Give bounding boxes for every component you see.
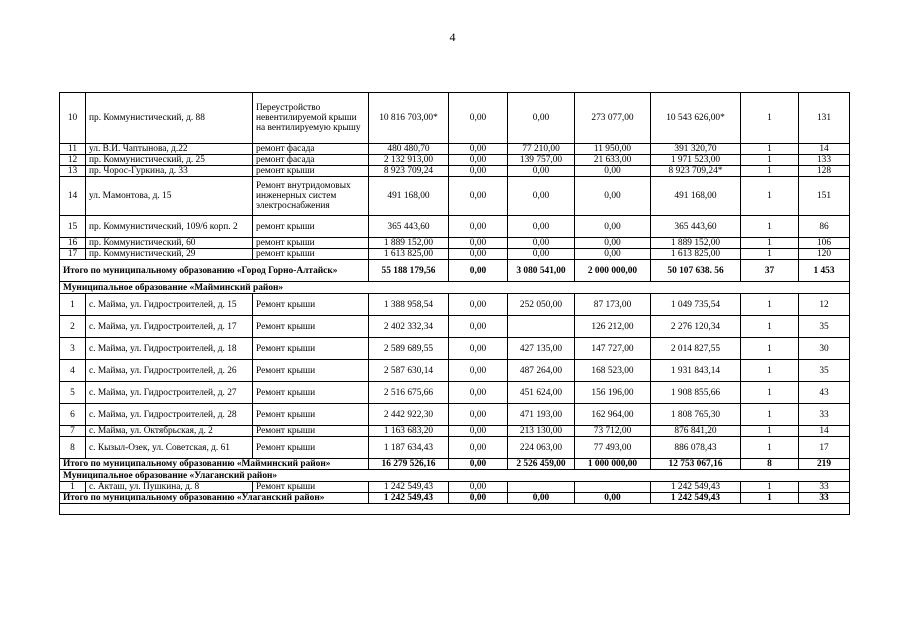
total-cost-cell: 2 516 675,66 — [369, 382, 449, 404]
table-row — [60, 155, 850, 166]
owners-funds-cell: 1 049 735,54 — [651, 294, 741, 316]
row-number-cell: 7 — [60, 426, 86, 437]
row-number-cell: 13 — [60, 166, 86, 177]
regional-funds-cell: 0,00 — [508, 166, 575, 177]
total-cost-cell: 2 132 913,00 — [369, 155, 449, 166]
table-row — [60, 316, 850, 338]
house-count-cell: 1 — [741, 426, 799, 437]
section-heading-cell: Муниципальное образование «Майминский район» — [60, 282, 850, 294]
table-row — [60, 482, 850, 493]
owners-funds-cell: 50 107 638. 56 — [651, 260, 741, 282]
regional-funds-cell: 427 135,00 — [508, 338, 575, 360]
regional-funds-cell — [508, 482, 575, 493]
federal-funds-cell: 0,00 — [449, 238, 508, 249]
federal-funds-cell: 0,00 — [449, 316, 508, 338]
section-heading-cell: Муниципальное образование «Улаганский район» — [60, 470, 850, 482]
section-heading-row — [60, 282, 850, 294]
row-number-cell: 4 — [60, 360, 86, 382]
address-cell: ул. Мамонтова, д. 15 — [86, 177, 253, 216]
address-cell: с. Майма, ул. Гидростроителей, д. 17 — [86, 316, 253, 338]
total-cost-cell: 1 388 958,54 — [369, 294, 449, 316]
resident-count-cell: 33 — [799, 482, 850, 493]
regional-funds-cell: 487 264,00 — [508, 360, 575, 382]
work-type-cell: Ремонт крыши — [253, 426, 369, 437]
local-funds-cell: 156 196,00 — [575, 382, 651, 404]
federal-funds-cell: 0,00 — [449, 260, 508, 282]
row-number-cell: 12 — [60, 155, 86, 166]
total-cost-cell: 480 480,70 — [369, 144, 449, 155]
work-type-cell: Ремонт крыши — [253, 360, 369, 382]
total-cost-cell: 2 402 332,34 — [369, 316, 449, 338]
table-row — [60, 166, 850, 177]
owners-funds-cell: 1 808 765,30 — [651, 404, 741, 426]
federal-funds-cell: 0,00 — [449, 216, 508, 238]
table-row — [60, 360, 850, 382]
federal-funds-cell: 0,00 — [449, 177, 508, 216]
register-table — [59, 92, 850, 515]
resident-count-cell: 86 — [799, 216, 850, 238]
work-type-cell: ремонт фасада — [253, 155, 369, 166]
table-row — [60, 404, 850, 426]
owners-funds-cell: 1 613 825,00 — [651, 249, 741, 260]
resident-count-cell: 128 — [799, 166, 850, 177]
work-type-cell: Ремонт крыши — [253, 382, 369, 404]
house-count-cell: 37 — [741, 260, 799, 282]
resident-count-cell: 30 — [799, 338, 850, 360]
address-cell: ул. В.И. Чаптынова, д.22 — [86, 144, 253, 155]
table-row — [60, 238, 850, 249]
row-number-cell: 2 — [60, 316, 86, 338]
register-table-body — [60, 93, 850, 515]
table-row — [60, 144, 850, 155]
total-cost-cell: 2 587 630,14 — [369, 360, 449, 382]
local-funds-cell: 0,00 — [575, 216, 651, 238]
local-funds-cell: 0,00 — [575, 249, 651, 260]
regional-funds-cell: 224 063,00 — [508, 437, 575, 459]
total-cost-cell: 1 889 152,00 — [369, 238, 449, 249]
address-cell: с. Кызыл-Озек, ул. Советская, д. 61 — [86, 437, 253, 459]
owners-funds-cell: 12 753 067,16 — [651, 459, 741, 470]
federal-funds-cell: 0,00 — [449, 382, 508, 404]
work-type-cell: ремонт крыши — [253, 166, 369, 177]
federal-funds-cell: 0,00 — [449, 482, 508, 493]
work-type-cell: Ремонт крыши — [253, 294, 369, 316]
owners-funds-cell: 1 931 843,14 — [651, 360, 741, 382]
work-type-cell: ремонт крыши — [253, 249, 369, 260]
regional-funds-cell: 0,00 — [508, 216, 575, 238]
resident-count-cell: 151 — [799, 177, 850, 216]
local-funds-cell: 1 000 000,00 — [575, 459, 651, 470]
federal-funds-cell: 0,00 — [449, 426, 508, 437]
regional-funds-cell: 2 526 459,00 — [508, 459, 575, 470]
house-count-cell: 1 — [741, 155, 799, 166]
row-number-cell: 8 — [60, 437, 86, 459]
federal-funds-cell: 0,00 — [449, 404, 508, 426]
house-count-cell: 1 — [741, 404, 799, 426]
resident-count-cell: 43 — [799, 382, 850, 404]
total-cost-cell: 1 242 549,43 — [369, 493, 449, 504]
work-type-cell: Ремонт внутридомовых инженерных систем электроснабжения — [253, 177, 369, 216]
local-funds-cell: 73 712,00 — [575, 426, 651, 437]
total-cost-cell: 16 279 526,16 — [369, 459, 449, 470]
address-cell: с. Майма, ул. Гидростроителей, д. 15 — [86, 294, 253, 316]
resident-count-cell: 17 — [799, 437, 850, 459]
resident-count-cell: 120 — [799, 249, 850, 260]
table-row — [60, 437, 850, 459]
resident-count-cell: 14 — [799, 144, 850, 155]
local-funds-cell: 0,00 — [575, 177, 651, 216]
address-cell: с. Майма, ул. Гидростроителей, д. 27 — [86, 382, 253, 404]
house-count-cell: 1 — [741, 360, 799, 382]
work-type-cell: Ремонт крыши — [253, 404, 369, 426]
federal-funds-cell: 0,00 — [449, 459, 508, 470]
regional-funds-cell: 0,00 — [508, 493, 575, 504]
regional-funds-cell: 451 624,00 — [508, 382, 575, 404]
total-label-cell: Итого по муниципальному образованию «Майминский район» — [60, 459, 369, 470]
house-count-cell: 1 — [741, 177, 799, 216]
table-row — [60, 426, 850, 437]
resident-count-cell: 133 — [799, 155, 850, 166]
total-row — [60, 493, 850, 504]
total-cost-cell: 491 168,00 — [369, 177, 449, 216]
house-count-cell: 1 — [741, 144, 799, 155]
local-funds-cell: 273 077,00 — [575, 93, 651, 144]
federal-funds-cell: 0,00 — [449, 437, 508, 459]
local-funds-cell: 0,00 — [575, 493, 651, 504]
page-number: 4 — [449, 30, 456, 44]
row-number-cell: 1 — [60, 482, 86, 493]
regional-funds-cell: 252 050,00 — [508, 294, 575, 316]
total-row — [60, 459, 850, 470]
address-cell: с. Майма, ул. Гидростроителей, д. 26 — [86, 360, 253, 382]
owners-funds-cell: 1 242 549,43 — [651, 493, 741, 504]
federal-funds-cell: 0,00 — [449, 166, 508, 177]
house-count-cell: 1 — [741, 93, 799, 144]
work-type-cell: Ремонт крыши — [253, 482, 369, 493]
federal-funds-cell: 0,00 — [449, 249, 508, 260]
regional-funds-cell: 0,00 — [508, 238, 575, 249]
table-row — [60, 294, 850, 316]
table-row — [60, 93, 850, 144]
local-funds-cell — [575, 482, 651, 493]
resident-count-cell: 106 — [799, 238, 850, 249]
work-type-cell: ремонт крыши — [253, 216, 369, 238]
work-type-cell: Переустройство невентилируемой крыши на вентилируемую крышу — [253, 93, 369, 144]
row-number-cell: 11 — [60, 144, 86, 155]
row-number-cell: 6 — [60, 404, 86, 426]
regional-funds-cell: 3 080 541,00 — [508, 260, 575, 282]
resident-count-cell: 14 — [799, 426, 850, 437]
total-row — [60, 260, 850, 282]
total-label-cell: Итого по муниципальному образованию «Город Горно-Алтайск» — [60, 260, 369, 282]
regional-funds-cell — [508, 316, 575, 338]
work-type-cell: ремонт крыши — [253, 238, 369, 249]
address-cell: с. Майма, ул. Октябрьская, д. 2 — [86, 426, 253, 437]
owners-funds-cell: 365 443,60 — [651, 216, 741, 238]
resident-count-cell: 131 — [799, 93, 850, 144]
house-count-cell: 1 — [741, 437, 799, 459]
address-cell: пр. Чорос-Гуркина, д. 33 — [86, 166, 253, 177]
total-cost-cell: 1 163 683,20 — [369, 426, 449, 437]
federal-funds-cell: 0,00 — [449, 144, 508, 155]
federal-funds-cell: 0,00 — [449, 93, 508, 144]
local-funds-cell: 126 212,00 — [575, 316, 651, 338]
house-count-cell: 1 — [741, 166, 799, 177]
resident-count-cell: 33 — [799, 493, 850, 504]
house-count-cell: 1 — [741, 216, 799, 238]
total-cost-cell: 365 443,60 — [369, 216, 449, 238]
row-number-cell: 15 — [60, 216, 86, 238]
federal-funds-cell: 0,00 — [449, 360, 508, 382]
federal-funds-cell: 0,00 — [449, 338, 508, 360]
federal-funds-cell: 0,00 — [449, 294, 508, 316]
resident-count-cell: 33 — [799, 404, 850, 426]
address-cell: пр. Коммунистический, 29 — [86, 249, 253, 260]
total-cost-cell: 10 816 703,00* — [369, 93, 449, 144]
table-row — [60, 382, 850, 404]
local-funds-cell: 87 173,00 — [575, 294, 651, 316]
address-cell: пр. Коммунистический, д. 25 — [86, 155, 253, 166]
house-count-cell: 1 — [741, 238, 799, 249]
owners-funds-cell: 1 908 855,66 — [651, 382, 741, 404]
house-count-cell: 1 — [741, 382, 799, 404]
owners-funds-cell: 2 014 827,55 — [651, 338, 741, 360]
empty-row — [60, 504, 850, 515]
resident-count-cell: 35 — [799, 360, 850, 382]
total-cost-cell: 1 613 825,00 — [369, 249, 449, 260]
house-count-cell: 1 — [741, 249, 799, 260]
local-funds-cell: 147 727,00 — [575, 338, 651, 360]
resident-count-cell: 1 453 — [799, 260, 850, 282]
owners-funds-cell: 391 320,70 — [651, 144, 741, 155]
row-number-cell: 10 — [60, 93, 86, 144]
owners-funds-cell: 491 168,00 — [651, 177, 741, 216]
house-count-cell: 1 — [741, 316, 799, 338]
work-type-cell: Ремонт крыши — [253, 338, 369, 360]
owners-funds-cell: 2 276 120,34 — [651, 316, 741, 338]
house-count-cell: 1 — [741, 294, 799, 316]
local-funds-cell: 0,00 — [575, 166, 651, 177]
address-cell: пр. Коммунистический, 60 — [86, 238, 253, 249]
address-cell: с. Акташ, ул. Пушкина, д. 8 — [86, 482, 253, 493]
table-row — [60, 216, 850, 238]
total-cost-cell: 2 589 689,55 — [369, 338, 449, 360]
house-count-cell: 1 — [741, 482, 799, 493]
federal-funds-cell: 0,00 — [449, 493, 508, 504]
local-funds-cell: 77 493,00 — [575, 437, 651, 459]
owners-funds-cell: 8 923 709,24* — [651, 166, 741, 177]
address-cell: пр. Коммунистический, д. 88 — [86, 93, 253, 144]
local-funds-cell: 0,00 — [575, 238, 651, 249]
regional-funds-cell: 0,00 — [508, 177, 575, 216]
empty-cell — [60, 504, 850, 515]
federal-funds-cell: 0,00 — [449, 155, 508, 166]
address-cell: с. Майма, ул. Гидростроителей, д. 18 — [86, 338, 253, 360]
local-funds-cell: 162 964,00 — [575, 404, 651, 426]
local-funds-cell: 21 633,00 — [575, 155, 651, 166]
owners-funds-cell: 10 543 626,00* — [651, 93, 741, 144]
local-funds-cell: 11 950,00 — [575, 144, 651, 155]
total-cost-cell: 2 442 922,30 — [369, 404, 449, 426]
address-cell: пр. Коммунистический, 109/6 корп. 2 — [86, 216, 253, 238]
regional-funds-cell: 0,00 — [508, 249, 575, 260]
work-type-cell: Ремонт крыши — [253, 437, 369, 459]
owners-funds-cell: 1 889 152,00 — [651, 238, 741, 249]
total-cost-cell: 55 188 179,56 — [369, 260, 449, 282]
section-heading-row — [60, 470, 850, 482]
row-number-cell: 1 — [60, 294, 86, 316]
total-cost-cell: 1 242 549,43 — [369, 482, 449, 493]
resident-count-cell: 219 — [799, 459, 850, 470]
total-cost-cell: 8 923 709,24 — [369, 166, 449, 177]
total-cost-cell: 1 187 634,43 — [369, 437, 449, 459]
table-row — [60, 249, 850, 260]
resident-count-cell: 35 — [799, 316, 850, 338]
row-number-cell: 14 — [60, 177, 86, 216]
resident-count-cell: 12 — [799, 294, 850, 316]
house-count-cell: 1 — [741, 338, 799, 360]
owners-funds-cell: 1 242 549,43 — [651, 482, 741, 493]
row-number-cell: 17 — [60, 249, 86, 260]
row-number-cell: 3 — [60, 338, 86, 360]
house-count-cell: 1 — [741, 493, 799, 504]
regional-funds-cell: 77 210,00 — [508, 144, 575, 155]
owners-funds-cell: 1 971 523,00 — [651, 155, 741, 166]
address-cell: с. Майма, ул. Гидростроителей, д. 28 — [86, 404, 253, 426]
house-count-cell: 8 — [741, 459, 799, 470]
regional-funds-cell: 471 193,00 — [508, 404, 575, 426]
work-type-cell: ремонт фасада — [253, 144, 369, 155]
local-funds-cell: 168 523,00 — [575, 360, 651, 382]
work-type-cell: Ремонт крыши — [253, 316, 369, 338]
table-row — [60, 338, 850, 360]
row-number-cell: 16 — [60, 238, 86, 249]
owners-funds-cell: 886 078,43 — [651, 437, 741, 459]
regional-funds-cell: 213 130,00 — [508, 426, 575, 437]
regional-funds-cell: 0,00 — [508, 93, 575, 144]
total-label-cell: Итого по муниципальному образованию «Улаганский район» — [60, 493, 369, 504]
local-funds-cell: 2 000 000,00 — [575, 260, 651, 282]
owners-funds-cell: 876 841,20 — [651, 426, 741, 437]
row-number-cell: 5 — [60, 382, 86, 404]
regional-funds-cell: 139 757,00 — [508, 155, 575, 166]
table-row — [60, 177, 850, 216]
